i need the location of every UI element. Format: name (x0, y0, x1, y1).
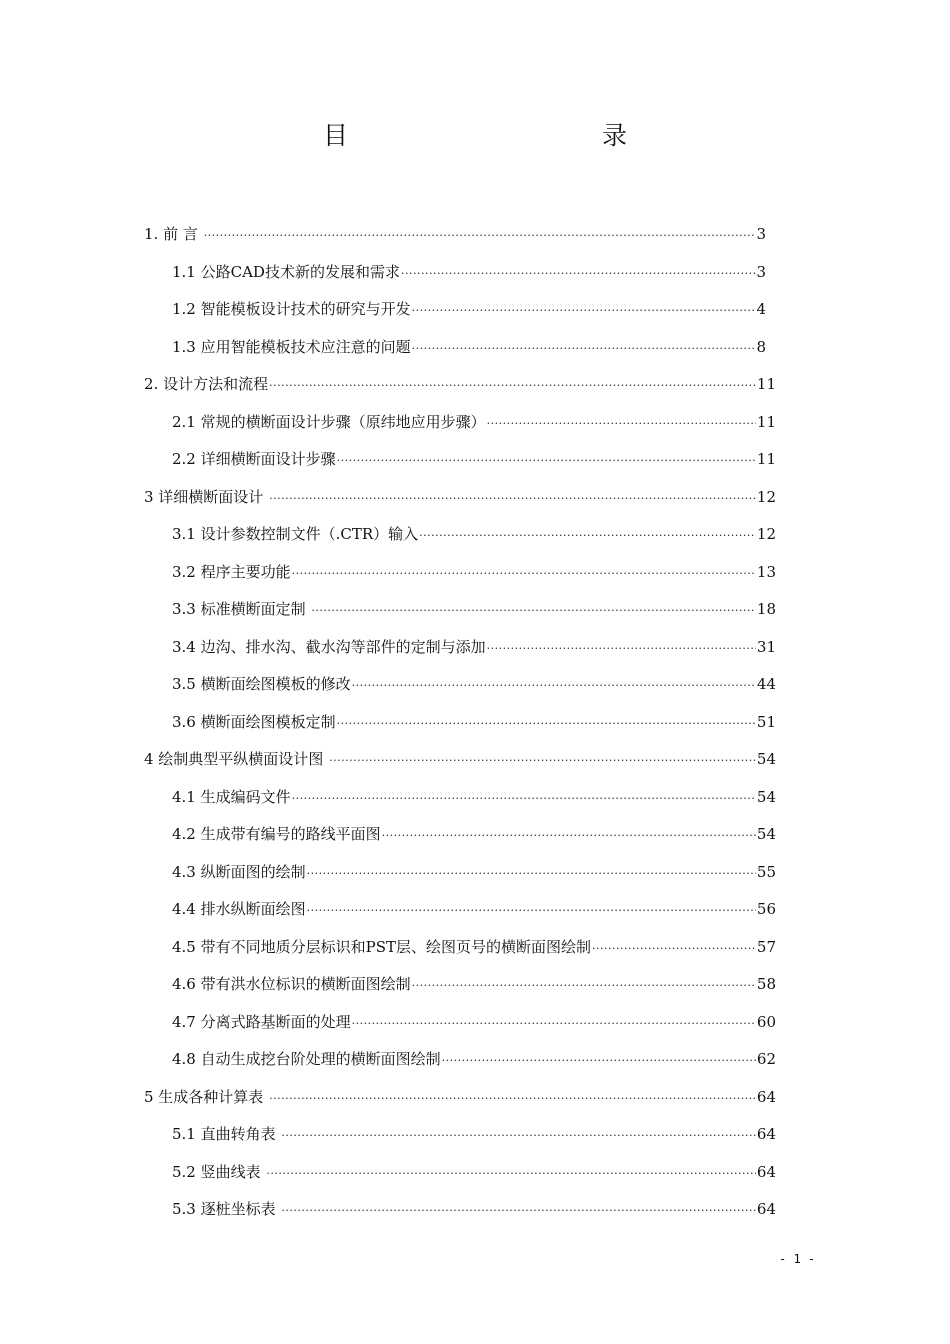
toc-leader-dots (382, 824, 756, 848)
toc-entry-page: 51 (756, 712, 776, 731)
toc-entry-page: 56 (756, 900, 776, 918)
toc-entry-label: 2.1 常规的横断面设计步骤（原纬地应用步骤） (172, 412, 486, 431)
toc-entry[interactable] (172, 860, 776, 884)
toc-leader-dots (412, 974, 756, 998)
toc-entry-page: 4 (756, 300, 766, 318)
toc-entry-page: 31 (756, 637, 776, 656)
toc-leader-dots (269, 374, 756, 398)
toc-entry-label: 4.1 生成编码文件 (172, 787, 291, 806)
toc-entry[interactable] (172, 710, 776, 734)
page-number-footer: - 1 - (779, 1252, 816, 1266)
toc-leader-dots (292, 787, 756, 811)
toc-entry-label: 3.3 标准横断面定制 (172, 600, 311, 618)
toc-entry[interactable] (172, 522, 776, 546)
toc-entry-label: 4.5 带有不同地质分层标识和PST层、绘图页号的横断面图绘制 (172, 937, 591, 956)
toc-leader-dots (337, 712, 756, 736)
toc-entry-label: 1.2 智能模板设计技术的研究与开发 (172, 300, 411, 318)
toc-entry-label: 4.4 排水纵断面绘图 (172, 900, 306, 918)
toc-leader-dots (292, 562, 756, 586)
toc-entry[interactable] (172, 822, 776, 846)
toc-entry[interactable] (172, 1010, 776, 1034)
toc-entry[interactable] (144, 1085, 776, 1109)
toc-entry[interactable] (172, 560, 776, 584)
toc-entry-page: 64 (756, 1200, 776, 1218)
toc-leader-dots (311, 599, 756, 623)
toc-entry-label: 5 生成各种计算表 (144, 1087, 269, 1106)
toc-leader-dots (442, 1049, 756, 1073)
toc-entry[interactable] (172, 260, 766, 284)
toc-entry[interactable] (172, 935, 776, 959)
toc-entry-label: 4.2 生成带有编号的路线平面图 (172, 825, 381, 843)
toc-leader-dots (281, 1124, 756, 1148)
toc-entry[interactable] (144, 222, 766, 246)
toc-entry-page: 11 (756, 450, 776, 468)
toc-entry-label: 2.2 详细横断面设计步骤 (172, 450, 336, 468)
toc-entry[interactable] (172, 1047, 776, 1071)
toc-entry[interactable] (172, 1197, 776, 1221)
toc-leader-dots (401, 262, 755, 286)
toc-entry-label: 2. 设计方法和流程 (144, 375, 269, 393)
toc-entry-page: 12 (756, 487, 776, 506)
toc-entry-page: 3 (756, 225, 766, 243)
toc-entry-label: 1. 前 言 (144, 225, 203, 243)
toc-entry-page: 54 (756, 787, 776, 806)
toc-entry-label: 3.4 边沟、排水沟、截水沟等部件的定制与添加 (172, 637, 486, 656)
toc-leader-dots (266, 1162, 756, 1186)
toc-leader-dots (352, 1012, 756, 1036)
toc-entry-label: 4 绘制典型平纵横面设计图 (144, 750, 329, 768)
toc-entry[interactable] (172, 972, 776, 996)
toc-entry[interactable] (172, 672, 776, 696)
toc-entry-label: 3.1 设计参数控制文件（.CTR）输入 (172, 525, 419, 543)
toc-leader-dots (204, 224, 756, 248)
toc-entry[interactable] (172, 597, 776, 621)
toc-entry-page: 57 (756, 937, 776, 956)
toc-entry-label: 3 详细横断面设计 (144, 487, 269, 506)
toc-entry-page: 54 (756, 750, 776, 768)
toc-entry-label: 3.5 横断面绘图模板的修改 (172, 675, 351, 693)
toc-entry[interactable] (172, 410, 776, 434)
toc-entry-label: 3.2 程序主要功能 (172, 562, 291, 581)
toc-entry[interactable] (172, 635, 776, 659)
toc-entry-page: 13 (756, 562, 776, 581)
toc-entry[interactable] (144, 747, 776, 771)
toc-leader-dots (281, 1199, 756, 1223)
toc-entry[interactable] (172, 297, 766, 321)
toc-entry-label: 5.1 直曲转角表 (172, 1125, 281, 1143)
toc-entry-label: 5.3 逐桩坐标表 (172, 1200, 281, 1218)
toc-entry-label: 1.1 公路CAD技术新的发展和需求 (172, 262, 400, 281)
toc-entry[interactable] (172, 1160, 776, 1184)
toc-entry-label: 1.3 应用智能模板技术应注意的问题 (172, 337, 411, 356)
toc-entry[interactable] (144, 485, 776, 509)
toc-leader-dots (329, 749, 756, 773)
toc-entry[interactable] (172, 1122, 776, 1146)
toc-entry[interactable] (172, 335, 766, 359)
toc-entry[interactable] (172, 785, 776, 809)
toc-leader-dots (269, 487, 756, 511)
toc-entry-label: 5.2 竖曲线表 (172, 1162, 266, 1181)
toc-leader-dots (487, 412, 756, 436)
toc-entry[interactable] (144, 372, 776, 396)
toc-leader-dots (419, 524, 756, 548)
toc-entry-label: 4.8 自动生成挖台阶处理的横断面图绘制 (172, 1050, 441, 1068)
toc-entry-page: 18 (756, 600, 776, 618)
toc-entry-page: 8 (756, 337, 766, 356)
page-title: 目 录 (322, 121, 695, 150)
toc-entry-page: 54 (756, 825, 776, 843)
toc-entry-label: 4.3 纵断面图的绘制 (172, 862, 306, 881)
toc-leader-dots (592, 937, 756, 961)
toc-leader-dots (412, 299, 756, 323)
toc-entry[interactable] (172, 897, 776, 921)
toc-leader-dots (307, 862, 756, 886)
toc-entry-page: 11 (756, 375, 776, 393)
toc-entry-page: 60 (756, 1012, 776, 1031)
toc-entry-page: 44 (756, 675, 776, 693)
toc-entry-page: 64 (756, 1125, 776, 1143)
toc-entry-label: 4.7 分离式路基断面的处理 (172, 1012, 351, 1031)
toc-entry-label: 4.6 带有洪水位标识的横断面图绘制 (172, 975, 411, 993)
toc-entry-page: 3 (756, 262, 766, 281)
toc-leader-dots (412, 337, 756, 361)
toc-entry-label: 3.6 横断面绘图模板定制 (172, 712, 336, 731)
toc-leader-dots (487, 637, 756, 661)
toc-leader-dots (307, 899, 756, 923)
toc-entry-page: 12 (756, 525, 776, 543)
toc-entry-page: 64 (756, 1087, 776, 1106)
toc-leader-dots (352, 674, 756, 698)
toc-entry-page: 62 (756, 1050, 776, 1068)
toc-leader-dots (337, 449, 756, 473)
toc-entry-page: 11 (756, 412, 776, 431)
toc-leader-dots (269, 1087, 756, 1111)
toc-entry[interactable] (172, 447, 776, 471)
toc-entry-page: 55 (756, 862, 776, 881)
toc-entry-page: 64 (756, 1162, 776, 1181)
toc-entry-page: 58 (756, 975, 776, 993)
